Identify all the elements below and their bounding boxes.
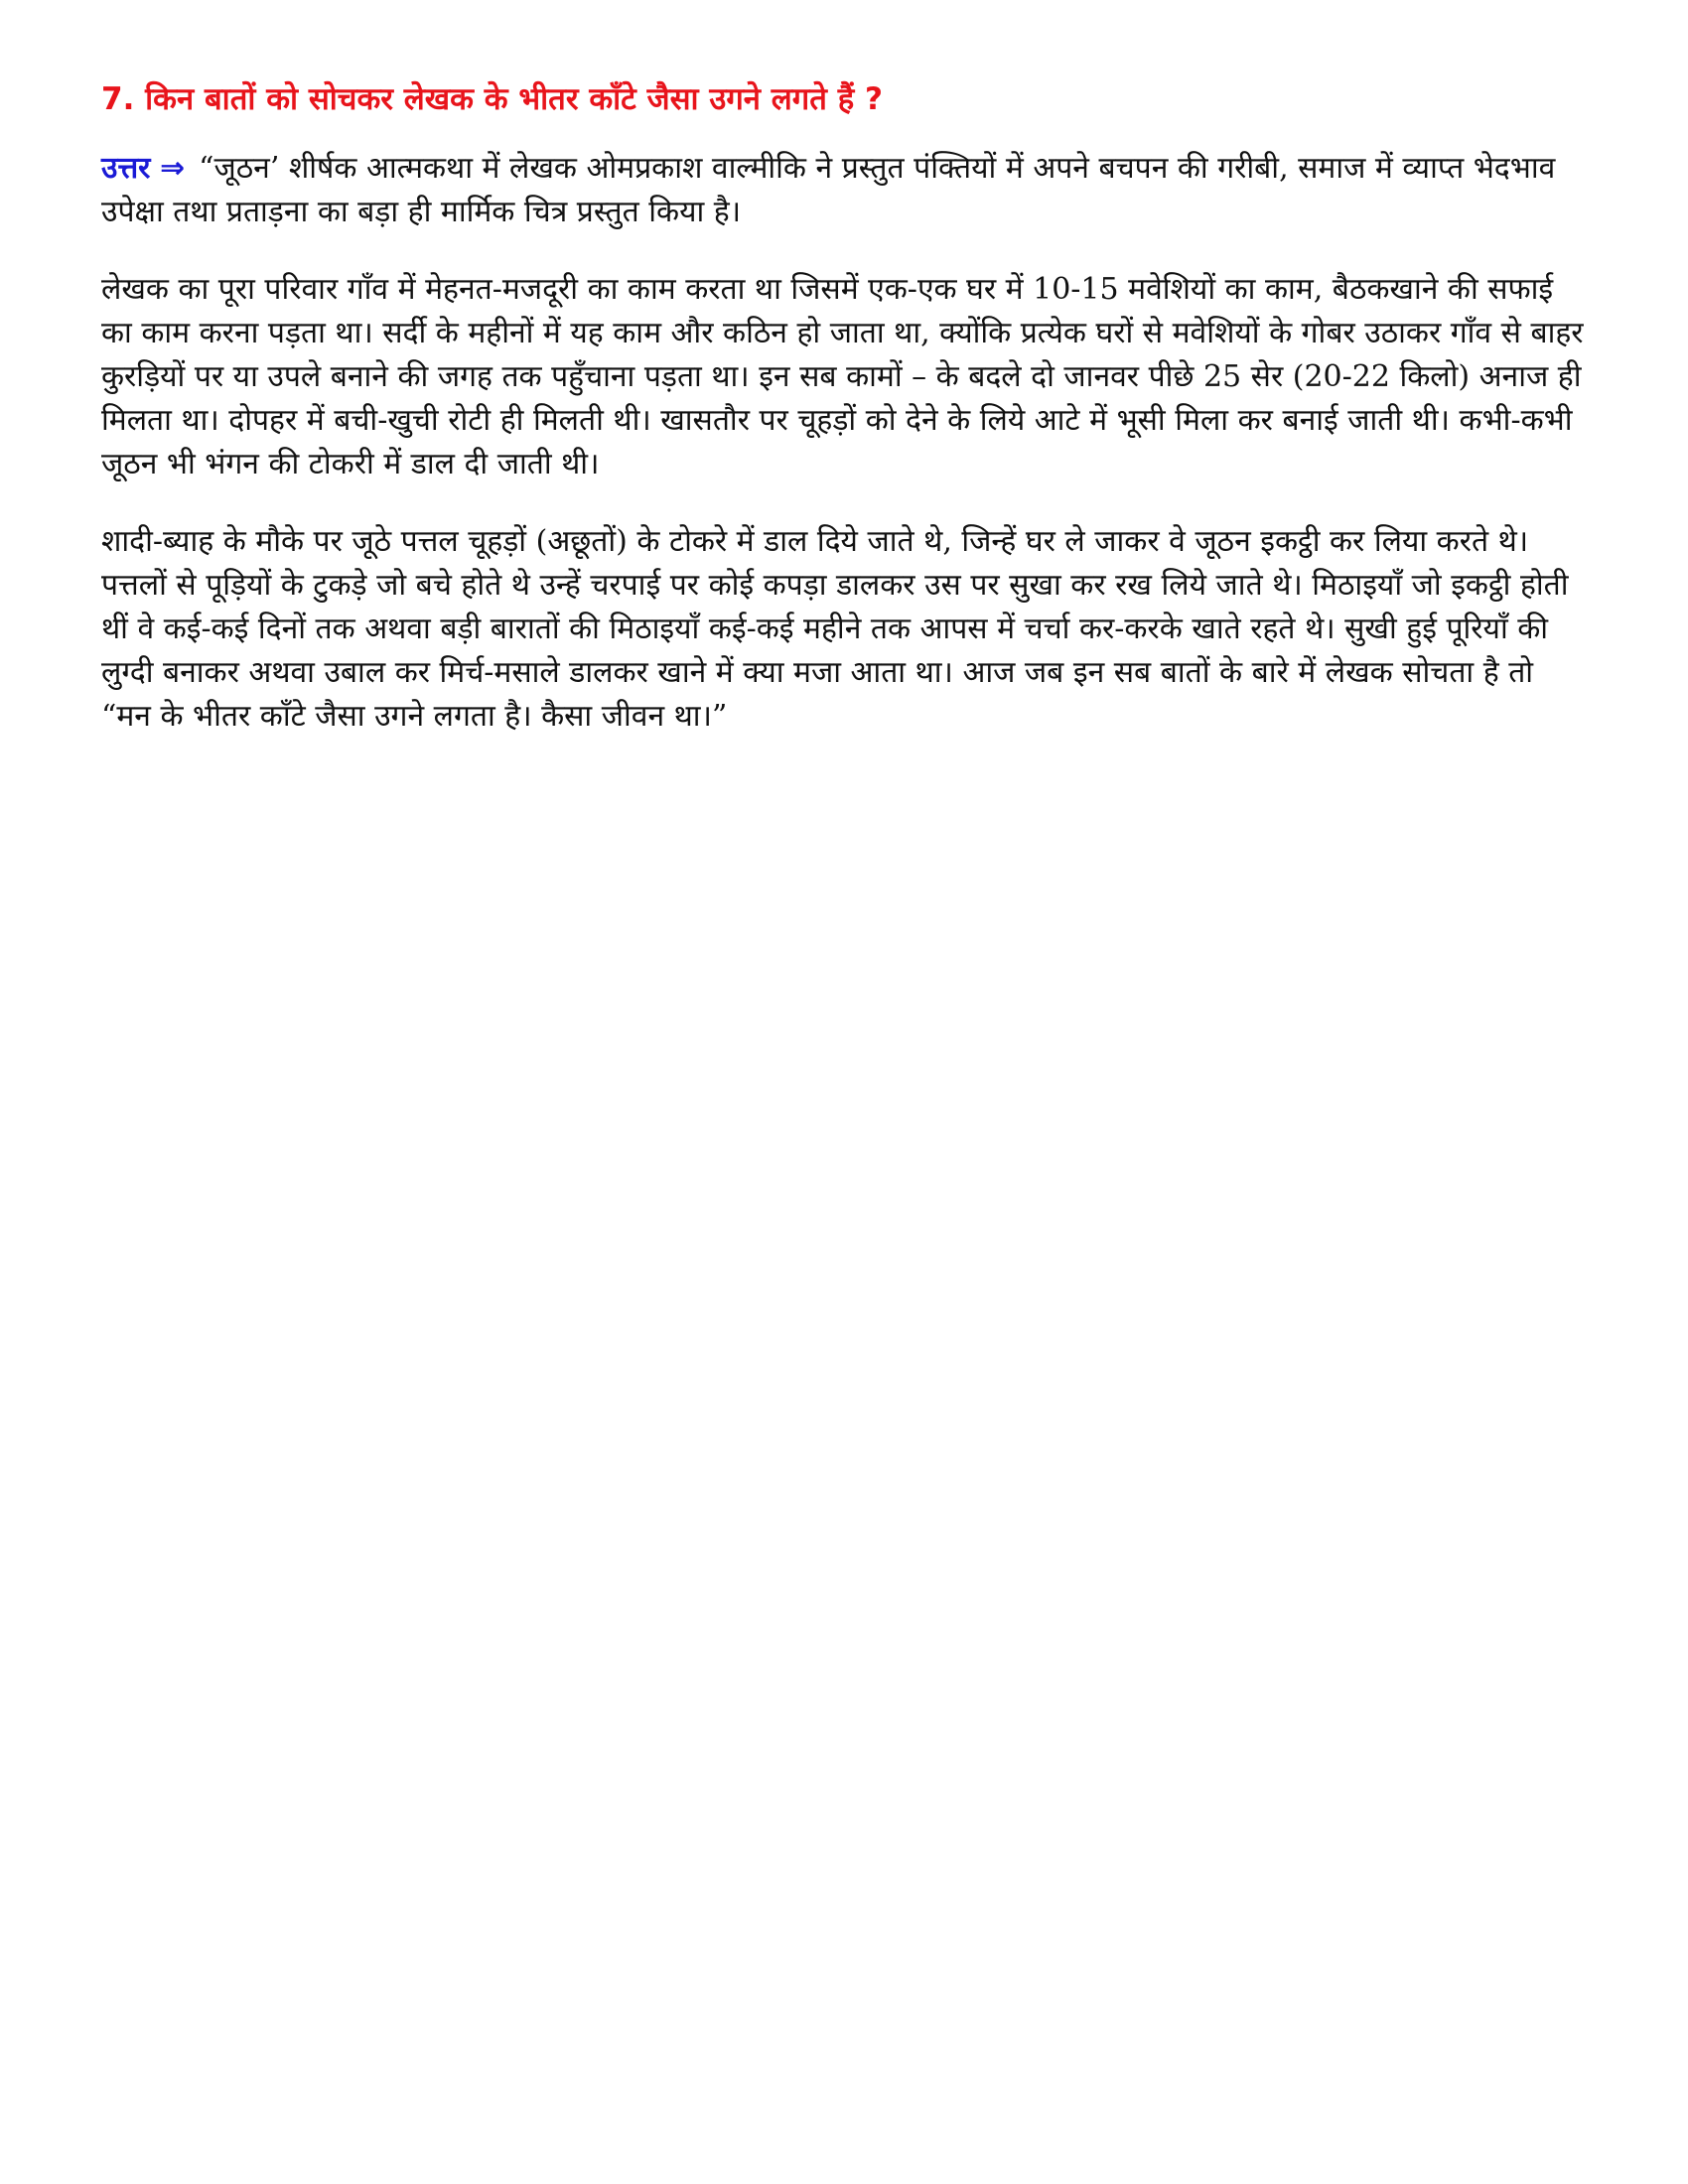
document-page — [101, 77, 1591, 772]
answer-intro-text: “जूठन’ शीर्षक आत्मकथा में लेखक ओमप्रकाश वाल्मीकि ने प्रस्तुत पंक्तियों में अपने बचपन की गरीबी, समाज में व्याप्त भेदभाव उपेक्षा तथा प्रताड़ना का बड़ा ही मार्मिक चित्र प्रस्तुत किया है। — [101, 151, 1556, 229]
question-heading: 7. किन बातों को सोचकर लेखक के भीतर काँटे जैसा उगने लगते हैं ? — [101, 81, 883, 117]
answer-intro-paragraph — [101, 147, 1591, 234]
body-paragraph-1: लेखक का पूरा परिवार गाँव में मेहनत-मजदूरी का काम करता था जिसमें एक-एक घर में 10-15 मवेशियों का काम, बैठकखाने की सफाई का काम करना पड़ता था। सर्दी के महीनों में यह काम और कठिन हो जाता था, क्योंकि प्रत्येक घरों से मवेशियों के गोबर उठाकर गाँव से बाहर कुरड़ियों पर या उपले बनाने की जगह तक पहुँचाना पड़ता था। इन सब कामों – के बदले दो जानवर पीछे 25 सेर (20-22 किलो) अनाज ही मिलता था। दोपहर में बची-खुची रोटी ही मिलती थी। खासतौर पर चूहड़ों को देने के लिये आटे में भूसी मिला कर बनाई जाती थी। कभी-कभी जूठन भी भंगन की टोकरी में डाल दी जाती थी। — [101, 272, 1584, 481]
answer-label: उत्तर — [101, 151, 151, 186]
body-paragraph-2: शादी-ब्याह के मौके पर जूठे पत्तल चूहड़ों (अछूतों) के टोकरे में डाल दिये जाते थे, जिन्हें घर ले जाकर वे जूठन इकट्ठी कर लिया करते थे। पत्तलों से पूड़ियों के टुकड़े जो बचे होते थे उन्हें चरपाई पर कोई कपड़ा डालकर उस पर सुखा कर रख लिये जाते थे। मिठाइयाँ जो इकट्ठी होती थीं वे कई-कई दिनों तक अथवा बड़ी बारातों की मिठाइयाँ कई-कई महीने तक आपस में चर्चा कर-करके खाते रहते थे। सुखी हुई पूरियाँ की लुग्दी बनाकर अथवा उबाल कर मिर्च-मसाले डालकर खाने में क्या मजा आता था। आज जब इन सब बातों के बारे में लेखक सोचता है तो “मन के भीतर काँटे जैसा उगने लगता है। कैसा जीवन था।” — [101, 524, 1569, 734]
arrow-icon: ⇒ — [160, 151, 186, 186]
